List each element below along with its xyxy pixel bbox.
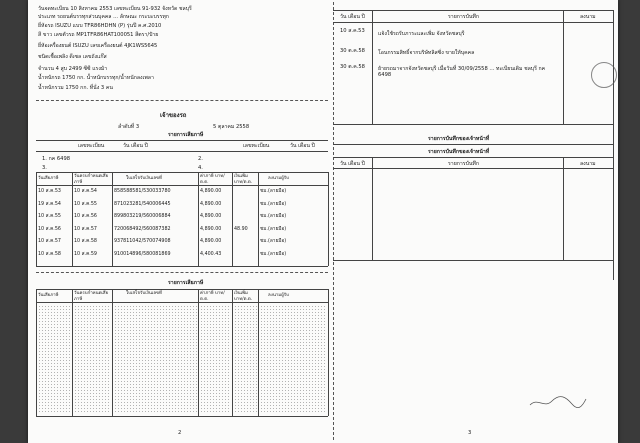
- section-b-header-sign: ลงนาม: [580, 161, 596, 167]
- section-a-line: [333, 144, 613, 145]
- plate-slot-3: 3.: [42, 165, 47, 171]
- tax2-col-line-1: [72, 289, 73, 416]
- tax-col-line-2: [112, 172, 113, 266]
- tax2-col-line-6: [328, 289, 329, 416]
- tax-header-amount: ค่าภาษี บาท/ต.ต.: [200, 174, 225, 185]
- tax-row-amount: 4,890.00: [200, 239, 222, 244]
- owner-order: ลำดับที่ 3: [118, 124, 140, 130]
- tax-row-sign: ชม.(ลายมือ): [260, 189, 287, 194]
- tax2-col-line-4: [232, 289, 233, 416]
- right-entry-1-text: แจ้งใช้รถรับภาระและเพิ่ม จังหวัดชลบุรี: [378, 31, 465, 37]
- scan-noise: [74, 305, 111, 413]
- right-table-bottom: [333, 124, 613, 125]
- tax-row-due: 10 ส.ค.54: [74, 189, 97, 194]
- section-b-col-1: [372, 157, 373, 260]
- scan-noise: [200, 305, 231, 413]
- section-b-top: [333, 157, 613, 158]
- tax-col-line-4: [232, 172, 233, 266]
- tax-header-sign: ลงนามผู้รับ: [268, 176, 289, 181]
- tax2-col-line-5: [258, 289, 259, 416]
- tax-row-amount: 4,400.43: [200, 251, 222, 257]
- right-entry-3-date: 30 ต.ค.58: [340, 64, 365, 70]
- header-line-4: สี ขาว เลขตัวรถ MP1TFR86HAT100051 สีตรา/ป้าย: [38, 32, 159, 38]
- tax-table-top: [36, 172, 328, 173]
- section-b-header-date: วัน เดือน ปี: [340, 161, 365, 167]
- tax-row-due: 10 ส.ค.59: [74, 251, 97, 257]
- plate-header-2: เลขทะเบียน: [243, 143, 270, 149]
- tax-row-due: 10 ส.ค.55: [74, 201, 97, 207]
- tax-row-paid: 10 ส.ค.55: [38, 214, 61, 219]
- tax-col-line-1: [72, 172, 73, 266]
- section-divider: [36, 272, 328, 273]
- owner-date: 5 ตุลาคม 2558: [213, 124, 250, 130]
- plate-slot-4: 4.: [198, 165, 203, 171]
- section-b-header-bottom: [333, 168, 613, 169]
- right-col-line-2: [563, 10, 564, 124]
- tax-row-amount: 4,890.00: [200, 201, 222, 207]
- tax2-col-line-2: [112, 289, 113, 416]
- right-header-sign: ลงนาม: [580, 14, 596, 20]
- tax-row-receipt: 871023281/540006445: [114, 201, 171, 207]
- tax-row-amount: 4,890.00: [200, 214, 222, 219]
- tax2-col-line-3: [198, 289, 199, 416]
- section-b-bottom: [333, 260, 613, 261]
- tax-row-receipt: 910014896/580081869: [114, 251, 171, 257]
- plate-value: 1. กค 6498: [42, 156, 71, 162]
- right-entry-2-text: โอนกรรมสิทธิ์จากบริษัทลิสซิ่ง ขายให้บุคคล: [378, 50, 475, 56]
- tax2-header-due: วันครบกำหนดเสียภาษี: [74, 291, 109, 302]
- right-table-header-bottom: [333, 22, 613, 23]
- page-number-left: 2: [178, 430, 182, 436]
- right-entry-1-date: 10 ส.ค.53: [340, 28, 365, 34]
- header-line-9: น้ำหนักรวม 1750 กก. ที่นั่ง 3 คน: [38, 85, 113, 91]
- right-header-date: วัน เดือน ปี: [340, 14, 365, 20]
- header-line-5: ยี่ห้อเครื่องยนต์ ISUZU เลขเครื่องยนต์ 4JK1WS5645: [38, 43, 158, 49]
- tax-row-sign: ชม.(ลายมือ): [260, 239, 287, 244]
- tax2-header-sign: ลงนามผู้รับ: [268, 293, 289, 298]
- tax2-bottom: [36, 416, 328, 417]
- tax2-header-surcharge: เงินเพิ่ม บาท/ต.ต.: [234, 291, 253, 302]
- header-line-7: จำนวน 4 สูบ 2499 ซีซี แรงม้า: [38, 66, 108, 72]
- right-entry-3-text: ย้ายรถมาจากจังหวัดชลบุรี เมื่อวันที่ 30/09/2558 ... ทะเบียนเดิม ชลบุรี กค 6498: [378, 66, 546, 78]
- tax-row-due: 10 ส.ค.56: [74, 214, 97, 219]
- tax-row-sign: ชม.(ลายมือ): [260, 214, 287, 219]
- right-table-top: [333, 10, 613, 11]
- tax-header-paid: วันเสียภาษี: [38, 176, 59, 181]
- tax-row-receipt: 937811042/570074908: [114, 239, 171, 244]
- tax-row-receipt: 858588581/530033780: [114, 189, 171, 194]
- header-line-2: ประเภท รถยนต์บรรทุกส่วนบุคคล ... ลักษณะ กระบะบรรทุก: [38, 14, 169, 20]
- tax-header-surcharge: เงินเพิ่ม บาท/ต.ต.: [234, 174, 253, 185]
- scan-noise: [234, 305, 257, 413]
- right-header-entry: รายการบันทึก: [448, 14, 479, 20]
- tax-col-line-5: [258, 172, 259, 266]
- tax-title: รายการเสียภาษี: [168, 132, 204, 138]
- tax-row-sign: ชม.(ลายมือ): [260, 226, 287, 232]
- section-a-title: รายการบันทึกของเจ้าหน้าที่: [428, 136, 490, 142]
- official-stamp: [591, 62, 617, 88]
- plate-date-header: วัน เดือน ปี: [123, 143, 148, 149]
- owner-title: เจ้าของรถ: [160, 112, 187, 119]
- right-entry-2-date: 30 ต.ค.58: [340, 48, 365, 54]
- plate-header-line: [36, 140, 328, 141]
- tax-row-surcharge: 48.90: [234, 226, 248, 232]
- scan-noise: [38, 305, 71, 413]
- header-line-3: ยี่ห้อรถ ISUZU แบบ TFR86HDHN (P) รุ่นปี ค.ศ.2010: [38, 23, 162, 29]
- page-fold: [333, 2, 334, 440]
- header-divider: [36, 100, 328, 101]
- tax2-col-line-0: [36, 289, 37, 416]
- header-line-8: น้ำหนักรถ 1750 กก. น้ำหนักบรรทุก/น้ำหนักลงเพลา: [38, 75, 154, 81]
- plate-slot-2: 2.: [198, 156, 203, 162]
- tax2-header-paid: วันเสียภาษี: [38, 293, 59, 298]
- tax-table-bottom: [36, 266, 328, 267]
- tax-row-receipt: 720068492/560087382: [114, 226, 171, 232]
- tax-row-due: 10 ส.ค.57: [74, 226, 97, 232]
- page-number-right: 3: [468, 430, 472, 436]
- tax-row-paid: 10 ส.ค.56: [38, 226, 61, 232]
- tax-row-paid: 10 ส.ค.53: [38, 189, 61, 194]
- tax-col-line-0: [36, 172, 37, 266]
- section-b-title: รายการบันทึกของเจ้าหน้าที่: [428, 149, 490, 155]
- scan-noise: [260, 305, 326, 413]
- tax-col-line-6: [328, 172, 329, 266]
- tax-col-line-3: [198, 172, 199, 266]
- tax-row-paid: 10 ส.ค.57: [38, 239, 61, 244]
- tax2-header-receipt: ใบเสร็จรับเงินเลขที่: [126, 291, 162, 296]
- plate-date-header-2: วัน เดือน ปี: [290, 143, 315, 149]
- tax-row-sign: ชม.(ลายมือ): [260, 201, 287, 207]
- scan-noise: [114, 305, 197, 413]
- tax2-top: [36, 289, 328, 290]
- tax-row-receipt: 899803219/560006884: [114, 214, 171, 219]
- document-sheet: [28, 0, 618, 443]
- tax-row-due: 10 ส.ค.58: [74, 239, 97, 244]
- plate-header: เลขทะเบียน: [78, 143, 105, 149]
- tax-row-amount: 4,890.00: [200, 189, 222, 194]
- signature-scribble: [528, 395, 588, 409]
- header-line-1: วันจดทะเบียน 10 สิงหาคม 2553 เลขทะเบียน 91-932 จังหวัด ชลบุรี: [38, 6, 192, 12]
- header-line-6: ชนิดเชื้อเพลิง ดีเซล เลขถังแก๊ส: [38, 54, 107, 60]
- tax-row-sign: ชม.(ลายมือ): [260, 251, 287, 257]
- tax-header-due: วันครบกำหนดเสียภาษี: [74, 174, 109, 185]
- tax-row-paid: 19 ส.ค.54: [38, 201, 61, 207]
- tax-header-receipt: ใบเสร็จรับเงินเลขที่: [126, 176, 162, 181]
- tax2-header-amount: ค่าภาษี บาท/ต.ต.: [200, 291, 225, 302]
- tax-row-paid: 10 ส.ค.58: [38, 251, 61, 257]
- right-col-line-1: [372, 10, 373, 124]
- plate-row-line: [36, 151, 328, 152]
- section-b-col-2: [563, 157, 564, 260]
- right-col-line-3: [613, 10, 614, 280]
- tax2-title: รายการเสียภาษี: [168, 280, 204, 286]
- section-b-header-entry: รายการบันทึก: [448, 161, 479, 167]
- tax-row-amount: 4,890.00: [200, 226, 222, 232]
